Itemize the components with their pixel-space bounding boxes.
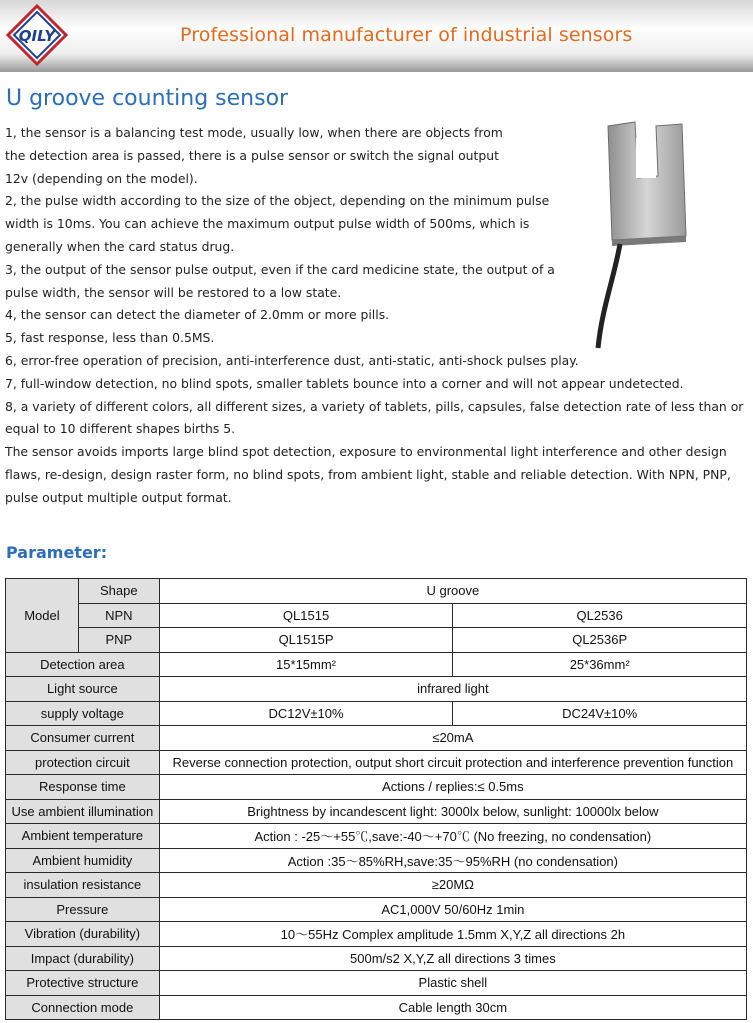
page-title: U groove counting sensor bbox=[6, 86, 289, 111]
shape-value: U groove bbox=[159, 579, 746, 604]
row-label: protection circuit bbox=[6, 750, 160, 775]
parameter-heading: Parameter: bbox=[6, 543, 108, 562]
row-value: ≤20mA bbox=[159, 726, 746, 751]
pnp-value: QL2536P bbox=[453, 628, 747, 653]
pnp-value: QL1515P bbox=[159, 628, 453, 653]
table-row bbox=[6, 824, 747, 849]
row-value: ≥20MΩ bbox=[159, 873, 746, 898]
table-row bbox=[6, 628, 747, 653]
table-row bbox=[6, 799, 747, 824]
row-label: Impact (durability) bbox=[6, 946, 160, 971]
description-item: 7, full-window detection, no blind spots, smaller tablets bounce into a corner and will not appear undetected. bbox=[5, 375, 684, 391]
description-paragraph: The sensor avoids imports large blind spot detection, exposure to environmental light interference and other design flaws, re-design, design raster form, no blind spots, from ambient light, stable and reliable detection. With NPN, PNP, pulse output multiple output format. bbox=[5, 444, 731, 505]
row-value: infrared light bbox=[159, 677, 746, 702]
description-item: 8, a variety of different colors, all different sizes, a variety of tablets, pills, capsules, false detection rate of less than or equal to 10 different shapes births 5. bbox=[5, 398, 744, 437]
table-row bbox=[6, 873, 747, 898]
npn-value: QL2536 bbox=[453, 603, 747, 628]
row-value: Reverse connection protection, output short circuit protection and interference prevention function bbox=[159, 750, 746, 775]
row-value: Action : -25～+55℃,save:-40～+70℃ (No freezing, no condensation) bbox=[159, 824, 746, 849]
description-item: 3, the output of the sensor pulse output, even if the card medicine state, the output of a pulse width, the sensor will be restored to a low state. bbox=[5, 261, 555, 300]
table-row bbox=[6, 922, 747, 947]
row-label: Consumer current bbox=[6, 726, 160, 751]
npn-label: NPN bbox=[78, 603, 159, 628]
row-label: Light source bbox=[6, 677, 160, 702]
row-label: insulation resistance bbox=[6, 873, 160, 898]
description-item: 6, error-free operation of precision, anti-interference dust, anti-static, anti-shock pulses play. bbox=[5, 352, 579, 368]
description bbox=[5, 122, 747, 510]
table-row bbox=[6, 775, 747, 800]
table-row bbox=[6, 848, 747, 873]
row-value: 500m/s2 X,Y,Z all directions 3 times bbox=[159, 946, 746, 971]
row-value: AC1,000V 50/60Hz 1min bbox=[159, 897, 746, 922]
table-row bbox=[6, 750, 747, 775]
pnp-label: PNP bbox=[78, 628, 159, 653]
table-row bbox=[6, 995, 747, 1020]
row-value: 10～55Hz Complex amplitude 1.5mm X,Y,Z all directions 2h bbox=[159, 922, 746, 947]
row-label: Response time bbox=[6, 775, 160, 800]
row-value: DC24V±10% bbox=[453, 701, 747, 726]
npn-value: QL1515 bbox=[159, 603, 453, 628]
description-item: 5, fast response, less than 0.5MS. bbox=[5, 330, 215, 346]
description-item: 2, the pulse width according to the size of the object, depending on the minimum pulse width is 10ms. You can achieve the maximum output pulse width of 500ms, which is generally when the card status drug. bbox=[5, 193, 550, 254]
row-value: Cable length 30cm bbox=[159, 995, 746, 1020]
table-row bbox=[6, 946, 747, 971]
row-value: 15*15mm² bbox=[159, 652, 453, 677]
description-item: 1, the sensor is a balancing test mode, usually low, when there are objects from the detection area is passed, there is a pulse sensor or switch the signal output 12v (depending on the model). bbox=[5, 125, 503, 186]
shape-label: Shape bbox=[78, 579, 159, 604]
svg-text:QILY: QILY bbox=[18, 27, 56, 45]
table-row bbox=[6, 726, 747, 751]
table-row bbox=[6, 897, 747, 922]
parameter-table bbox=[5, 578, 747, 1020]
row-value: DC12V±10% bbox=[159, 701, 453, 726]
row-value: Brightness by incandescent light: 3000lx below, sunlight: 10000lx below bbox=[159, 799, 746, 824]
table-row bbox=[6, 971, 747, 996]
description-item: 4, the sensor can detect the diameter of 2.0mm or more pills. bbox=[5, 307, 390, 323]
table-row bbox=[6, 701, 747, 726]
table-row bbox=[6, 603, 747, 628]
row-label: Protective structure bbox=[6, 971, 160, 996]
row-label: Ambient temperature bbox=[6, 824, 160, 849]
table-row bbox=[6, 677, 747, 702]
table-row bbox=[6, 579, 747, 604]
row-label: Connection mode bbox=[6, 995, 160, 1020]
table-row bbox=[6, 652, 747, 677]
row-label: Pressure bbox=[6, 897, 160, 922]
row-value: Plastic shell bbox=[159, 971, 746, 996]
row-label: Detection area bbox=[6, 652, 160, 677]
row-label: Use ambient illumination bbox=[6, 799, 160, 824]
row-label: Vibration (durability) bbox=[6, 922, 160, 947]
page-header bbox=[0, 0, 753, 72]
header-title: Professional manufacturer of industrial sensors bbox=[180, 24, 633, 46]
row-value: Action :35～85%RH,save:35～95%RH (no condensation) bbox=[159, 848, 746, 873]
model-label: Model bbox=[6, 579, 79, 653]
row-value: 25*36mm² bbox=[453, 652, 747, 677]
row-value: Actions / replies:≤ 0.5ms bbox=[159, 775, 746, 800]
company-logo bbox=[6, 4, 68, 66]
row-label: supply voltage bbox=[6, 701, 160, 726]
row-label: Ambient humidity bbox=[6, 848, 160, 873]
